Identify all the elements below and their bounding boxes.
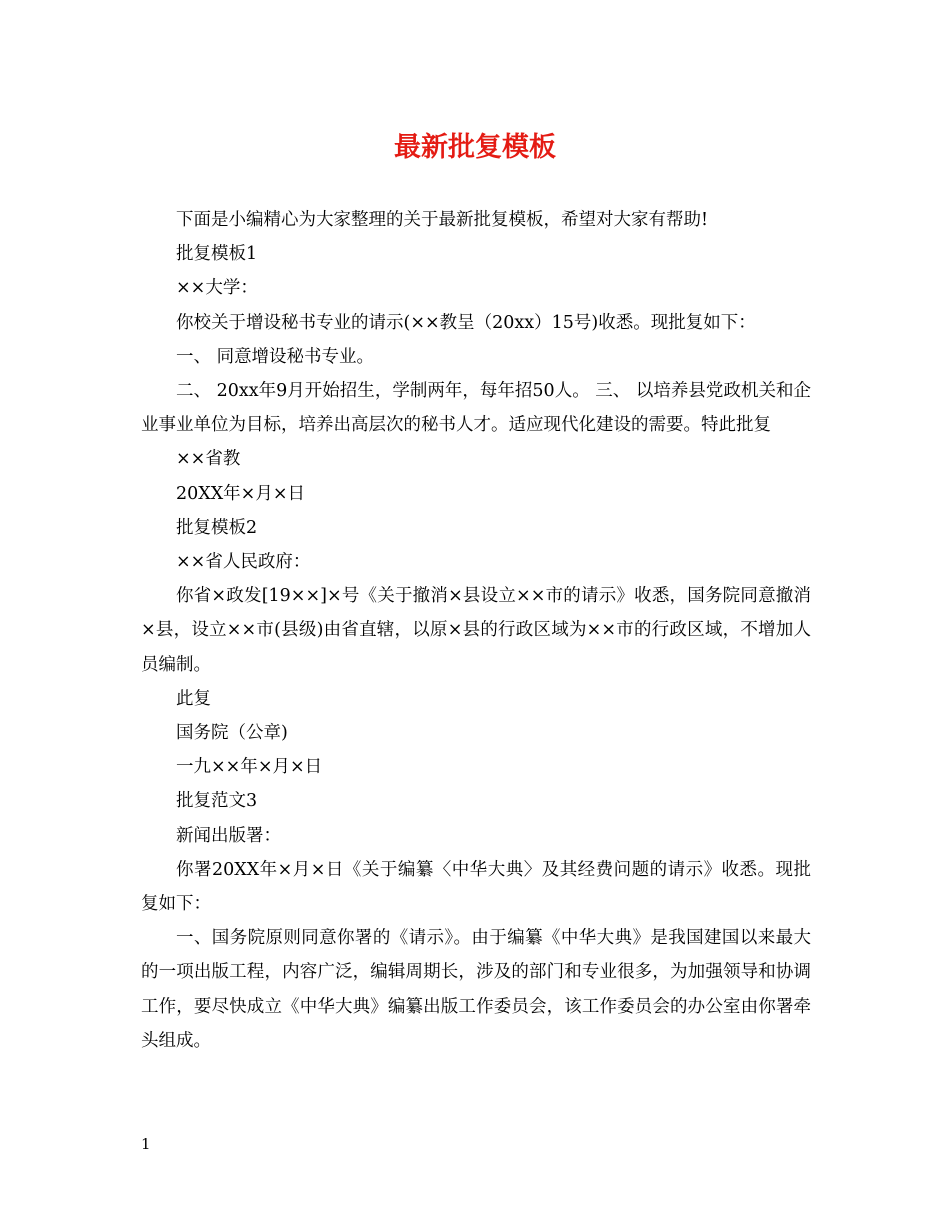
addressee-line: ××大学： [176,278,258,299]
body-paragraph: 一、 同意增设秘书专业。 [176,346,375,367]
body-paragraph: 你省×政发[19××]×号《关于撤消×县设立××市的请示》收悉，国务院同意撤消×县，设立××市(县级)由省直辖，以原×县的行政区域为××市的行政区域，不增加人员编制。 [141,586,811,675]
section-heading: 批复模板1 [176,244,258,265]
addressee-line: ××省人民政府： [176,552,311,573]
page-number: 1 [141,1135,151,1153]
document-body [141,203,811,1058]
document-title: 最新批复模板 [394,132,556,163]
intro-paragraph: 下面是小编精心为大家整理的关于最新批复模板，希望对大家有帮助! [176,210,709,230]
section-heading: 批复范文3 [176,791,258,812]
body-paragraph: 你校关于增设秘书专业的请示(××教呈（20xx）15号)收悉。现批复如下： [176,312,756,333]
closing-line: 此复 [176,688,211,709]
body-paragraph: 一、国务院原则同意你署的《请示》。由于编纂《中华大典》是我国建国以来最大的一项出版工程，内容广泛，编辑周期长，涉及的部门和专业很多，为加强领导和协调工作，要尽快成立《中华大典》编纂出版工作委员会，该工作委员会的办公室由你署牵头组成。 [141,928,811,1051]
date-line: 一九××年×月×日 [176,757,323,778]
body-paragraph: 二、 20xx年9月开始招生，学制两年，每年招50人。 三、 以培养县党政机关和企业事业单位为目标，培养出高层次的秘书人才。适应现代化建设的需要。特此批复 [141,381,811,436]
addressee-line: 新闻出版署： [176,825,281,846]
date-line: 20XX年×月×日 [176,483,306,504]
signature-line: 国务院（公章) [176,723,288,744]
signature-line: ××省教 [176,449,241,470]
section-heading: 批复模板2 [176,517,258,538]
body-paragraph: 你署20XX年×月×日《关于编纂〈中华大典〉及其经费问题的请示》收悉。现批复如下： [141,859,811,915]
